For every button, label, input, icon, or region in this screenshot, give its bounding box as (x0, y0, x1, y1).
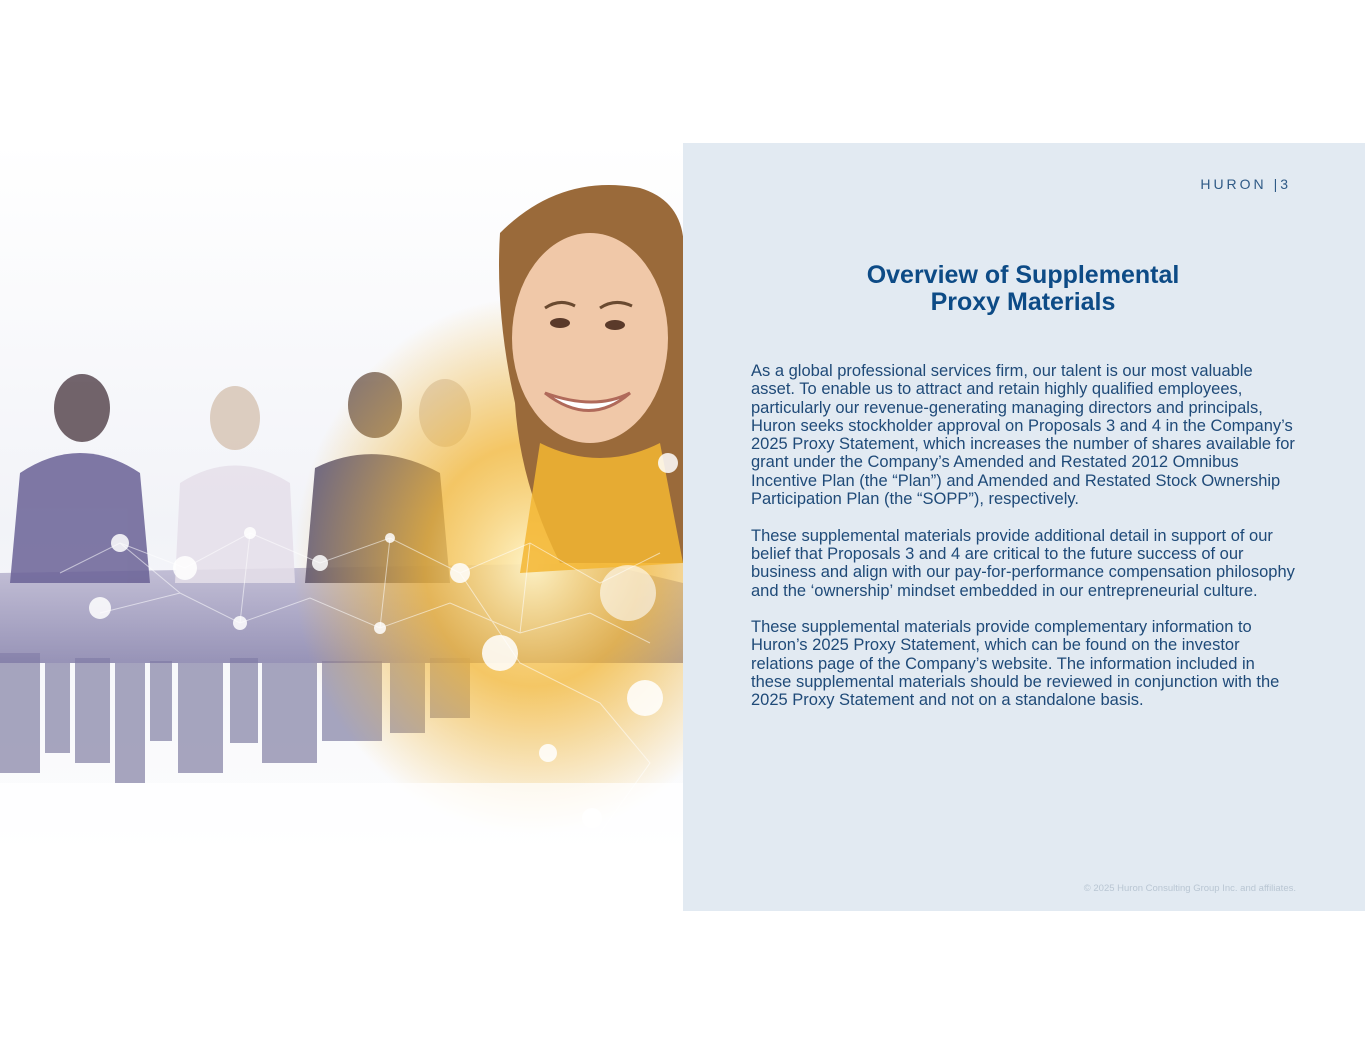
paragraph-support: These supplemental materials provide additional detail in support of our belief that Proposals 3 and 4 are critical to the future success of our business and align with our pay-for-performance compensation philosophy and the ‘ownership’ mindset embedded in our entrepreneurial culture. (751, 526, 1295, 600)
page-marker (1200, 176, 1291, 192)
page-number: 3 (1280, 176, 1291, 192)
copyright-notice: © 2025 Huron Consulting Group Inc. and affiliates. (1083, 883, 1296, 894)
hero-photo (0, 143, 683, 911)
paragraph-talent: As a global professional services firm, our talent is our most valuable asset. To enable us to attract and retain highly qualified employees, particularly our revenue-generating managing directors and principals, Huron seeks stockholder approval on Proposals 3 and 4 in the Company’s 2025 Proxy Statement, which increases the number of shares available for grant under the Company’s Amended and Restated 2012 Omnibus Incentive Plan (the “Plan”) and Amended and Restated Stock Ownership Participation Plan (the “SOPP”), respectively. (751, 362, 1295, 509)
brand-wordmark: HURON (1200, 176, 1267, 192)
slide (0, 143, 1365, 911)
paragraph-complementary: These supplemental materials provide complementary information to Huron’s 2025 Proxy Statement, which can be found on the investor relations page of the Company’s website. The information included in these supplemental materials should be reviewed in conjunction with the 2025 Proxy Statement and not on a standalone basis. (751, 618, 1280, 710)
title-line-1: Overview of Supplemental (866, 261, 1180, 289)
content-panel (683, 143, 1365, 911)
title-line-2: Proxy Materials (930, 288, 1116, 316)
page-separator: | (1273, 176, 1281, 192)
body-text (751, 362, 1299, 728)
hero-photo-illustration (0, 143, 683, 911)
page-title (751, 262, 1295, 316)
